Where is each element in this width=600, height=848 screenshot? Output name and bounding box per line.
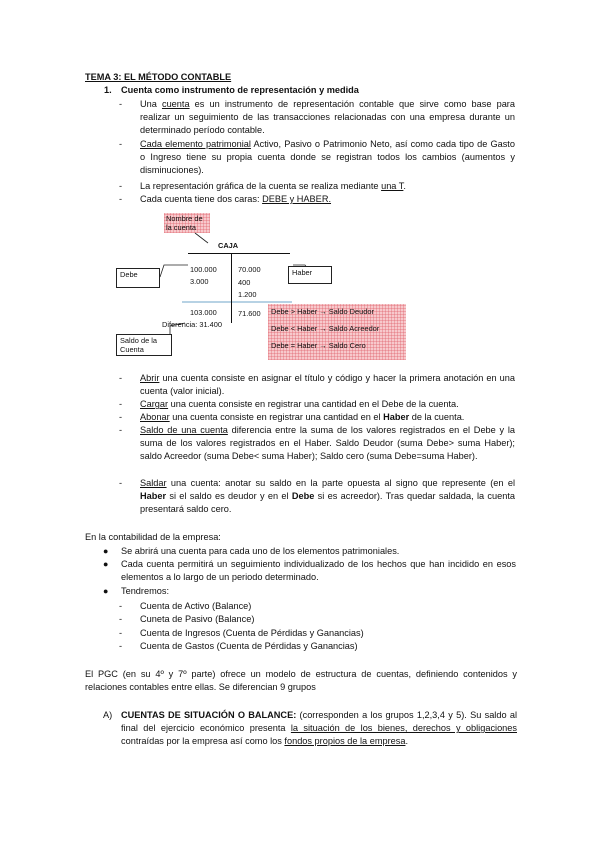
page-title: TEMA 3: EL MÉTODO CONTABLE bbox=[85, 72, 232, 82]
saldo-rule: Debe = Haber → Saldo Cero bbox=[271, 341, 366, 350]
t-vertical-line bbox=[231, 253, 232, 323]
list-item: La representación gráfica de la cuenta se realiza mediante una T. bbox=[140, 181, 406, 191]
dash-marker: - bbox=[119, 614, 123, 624]
dash-marker: - bbox=[119, 601, 123, 611]
term: Abrir bbox=[140, 373, 160, 383]
t-account-diagram bbox=[110, 210, 415, 365]
bullet-item: Se abrirá una cuenta para cada uno de los elementos patrimoniales. bbox=[121, 546, 400, 556]
sub-item: Cuneta de Pasivo (Balance) bbox=[140, 614, 255, 624]
term: Abonar bbox=[140, 412, 170, 422]
pgc-paragraph: El PGC (en su 4º y 7º parte) ofrece un modelo de estructura de cuentas, definiendo contenidos y relaciones contables entre ellas. Se diferencian 9 grupos bbox=[85, 669, 517, 693]
dash-marker: - bbox=[119, 412, 123, 422]
term: Cada elemento patrimonial bbox=[140, 139, 251, 149]
haber-total: 71.600 bbox=[238, 309, 261, 318]
term: Cargar bbox=[140, 399, 169, 409]
sub-item: Cuenta de Gastos (Cuenta de Pérdidas y Ganancias) bbox=[140, 641, 358, 651]
list-item: Saldar una cuenta: anotar su saldo en la parte opuesta al signo que represente (en el Haber si el saldo es deudor y en el Debe si es acreedor). Tras quedar saldada, la cuenta presentará saldo cero. bbox=[140, 478, 515, 515]
dash-marker: - bbox=[119, 99, 123, 109]
sub-item: Cuenta de Activo (Balance) bbox=[140, 601, 252, 611]
list-item: Cargar una cuenta consiste en registrar una cantidad en el Debe de la cuenta. bbox=[140, 399, 459, 409]
haber-value: 70.000 bbox=[238, 265, 261, 274]
haber-value: 400 bbox=[238, 278, 251, 287]
dash-marker: - bbox=[119, 399, 123, 409]
debe-value: 3.000 bbox=[190, 277, 209, 286]
section-number: 1. bbox=[104, 85, 112, 95]
dash-marker: - bbox=[119, 478, 123, 488]
section-heading: Cuenta como instrumento de representación y medida bbox=[121, 85, 359, 95]
list-item: Abrir una cuenta consiste en asignar el título y código y hacer la primera anotación en una cuenta (valor inicial). bbox=[140, 373, 515, 397]
saldo-label-box: Saldo de la Cuenta bbox=[116, 334, 172, 356]
dash-marker: - bbox=[119, 641, 123, 651]
dash-marker: - bbox=[119, 628, 123, 638]
list-item: Una cuenta es un instrumento de representación contable que sirve como base para realizar un seguimiento de las transacciones relacionadas con una empresa durante un determinado período contable. bbox=[140, 99, 515, 136]
haber-value: 1.200 bbox=[238, 290, 257, 299]
section-a-heading: CUENTAS DE SITUACIÓN O BALANCE: bbox=[121, 710, 297, 720]
bullet-item: Tendremos: bbox=[121, 586, 169, 596]
diferencia-label: Diferencia: 31.400 bbox=[162, 320, 222, 329]
term: cuenta bbox=[161, 99, 190, 109]
debe-total: 103.000 bbox=[190, 308, 217, 317]
haber-label-box: Haber bbox=[288, 266, 332, 284]
term: una T bbox=[381, 181, 404, 191]
dash-marker: - bbox=[119, 139, 123, 149]
saldo-rule: Debe > Haber → Saldo Deudor bbox=[271, 307, 374, 316]
list-item: Cada cuenta tiene dos caras: DEBE y HABER. bbox=[140, 194, 332, 204]
account-title: CAJA bbox=[218, 241, 239, 250]
term: DEBE y HABER. bbox=[262, 194, 332, 204]
bullet-marker: ● bbox=[103, 586, 109, 596]
dash-marker: - bbox=[119, 425, 123, 435]
account-name-callout: Nombre de la cuenta bbox=[164, 213, 210, 233]
bullet-marker: ● bbox=[103, 559, 109, 569]
term: Saldar bbox=[140, 478, 167, 488]
bullet-marker: ● bbox=[103, 546, 109, 556]
list-item: Abonar una cuenta consiste en registrar una cantidad en el Haber de la cuenta. bbox=[140, 412, 465, 422]
bullet-item: Cada cuenta permitirá un seguimiento individualizado de los hechos que han incidido en esos elementos a lo largo de un periodo determinado. bbox=[121, 559, 516, 583]
debe-value: 100.000 bbox=[190, 265, 217, 274]
empresa-intro: En la contabilidad de la empresa: bbox=[85, 532, 221, 542]
list-item: Cada elemento patrimonial Activo, Pasivo o Patrimonio Neto, así como cada tipo de Gasto o Ingreso tiene su propia cuenta donde se registran todos los cambios (aumentos y disminuciones). bbox=[140, 139, 515, 176]
t-horizontal-line bbox=[188, 253, 290, 254]
section-letter: A) bbox=[103, 710, 113, 720]
section-a-paragraph: CUENTAS DE SITUACIÓN O BALANCE: (corresponden a los grupos 1,2,3,4 y 5). Su saldo al final del ejercicio económico presenta la situación de los bienes, derechos y obligaciones contraídas por la empresa así como los fondos propios de la empresa. bbox=[121, 710, 517, 747]
dash-marker: - bbox=[119, 194, 123, 204]
dash-marker: - bbox=[119, 181, 123, 191]
sub-item: Cuenta de Ingresos (Cuenta de Pérdidas y Ganancias) bbox=[140, 628, 364, 638]
debe-label-box: Debe bbox=[116, 268, 160, 288]
saldo-rule: Debe < Haber → Saldo Acreedor bbox=[271, 324, 380, 333]
term: Saldo de una cuenta bbox=[140, 425, 228, 435]
dash-marker: - bbox=[119, 373, 123, 383]
list-item: Saldo de una cuenta diferencia entre la suma de los valores registrados en el Debe y la suma de los valores registrados en el Haber. Saldo Deudor (suma Debe> suma Haber); saldo Acreedor (suma Debe< suma Haber); Saldo cero (suma Debe=suma Haber). bbox=[140, 425, 515, 462]
saldo-rules-box bbox=[268, 304, 406, 360]
